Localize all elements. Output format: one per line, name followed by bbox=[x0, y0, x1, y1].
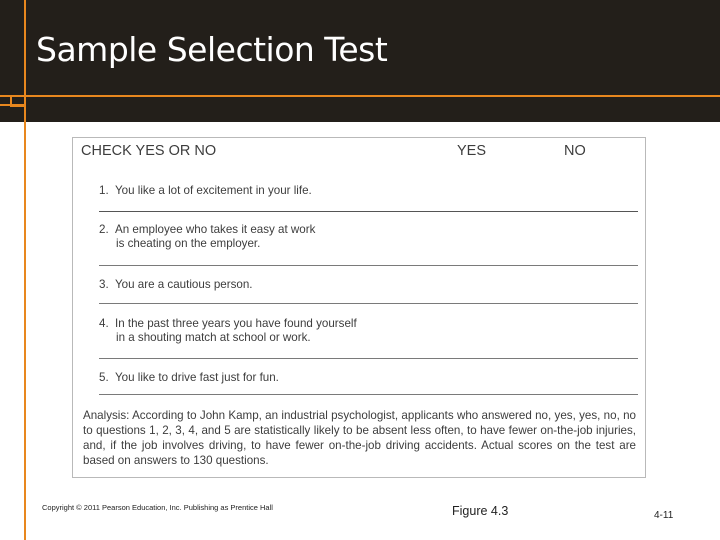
question-number: 3. bbox=[99, 278, 109, 291]
no-column-header: NO bbox=[564, 143, 586, 159]
analysis-paragraph: Analysis: According to John Kamp, an industrial psychologist, applicants who answered no, yes, yes, no, no to questions 1, 2, 3, 4, and 5 are statistically likely to be absent less often, to have fewer on-the-job injuries, and, if the job involves driving, to have fewer on-the-job driving accidents. Actual scores on the test are based on answers to 130 questions. bbox=[83, 409, 636, 467]
question-number: 5. bbox=[99, 371, 109, 384]
accent-line-short bbox=[0, 104, 26, 106]
test-heading: CHECK YES OR NO bbox=[81, 143, 217, 159]
question-text-continued: is cheating on the employer. bbox=[116, 237, 261, 250]
answer-line bbox=[99, 394, 638, 395]
answer-line bbox=[99, 303, 638, 304]
yes-column-header: YES bbox=[457, 143, 487, 159]
answer-line bbox=[99, 211, 638, 212]
answer-line bbox=[99, 265, 638, 266]
question-text: In the past three years you have found yourself bbox=[115, 317, 357, 330]
accent-line-horizontal bbox=[0, 95, 720, 97]
answer-line bbox=[99, 358, 638, 359]
question-text: An employee who takes it easy at work bbox=[115, 223, 316, 236]
question-text: You are a cautious person. bbox=[115, 278, 253, 291]
question-1 bbox=[99, 184, 459, 198]
question-number: 1. bbox=[99, 184, 109, 197]
question-5 bbox=[99, 371, 459, 385]
selection-test-figure bbox=[72, 137, 646, 478]
page-number: 4-11 bbox=[654, 510, 674, 521]
accent-line-vertical bbox=[24, 0, 26, 540]
question-text: You like to drive fast just for fun. bbox=[115, 371, 279, 384]
question-3 bbox=[99, 278, 459, 292]
question-2 bbox=[99, 223, 459, 251]
question-text-continued: in a shouting match at school or work. bbox=[116, 331, 311, 344]
question-number: 4. bbox=[99, 317, 109, 330]
question-number: 2. bbox=[99, 223, 109, 236]
question-4 bbox=[99, 317, 459, 345]
slide-title: Sample Selection Test bbox=[36, 30, 388, 69]
question-text: You like a lot of excitement in your life. bbox=[115, 184, 312, 197]
copyright-notice: Copyright © 2011 Pearson Education, Inc. Publishing as Prentice Hall bbox=[42, 503, 273, 512]
figure-label: Figure 4.3 bbox=[452, 504, 509, 518]
